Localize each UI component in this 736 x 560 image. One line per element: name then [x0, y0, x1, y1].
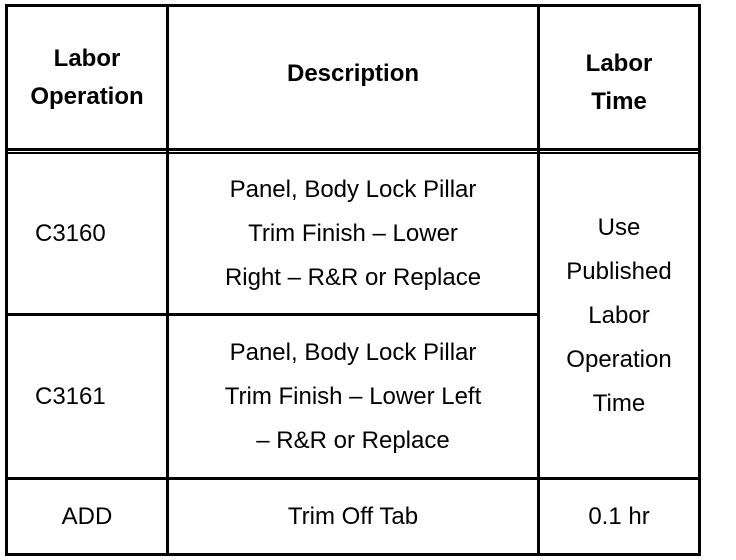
merged-time-line: Labor [588, 301, 650, 329]
merged-time-line: Time [592, 389, 646, 417]
table-border-right [698, 4, 701, 556]
description-line: – R&R or Replace [256, 426, 450, 454]
operation-code: ADD [61, 502, 113, 530]
table-row-3-time [540, 480, 698, 553]
labor-table [5, 4, 701, 556]
description-line: Right – R&R or Replace [224, 263, 482, 291]
description-line: Trim Finish – Lower Left [224, 382, 482, 410]
header-labor-operation [8, 7, 166, 148]
operation-code: C3161 [35, 382, 106, 410]
merged-time-line: Published [566, 257, 672, 285]
description-line: Panel, Body Lock Pillar [229, 338, 477, 366]
table-border-bottom [5, 553, 701, 556]
merged-time-line: Operation [566, 345, 672, 373]
description-line: Trim Finish – Lower [248, 219, 458, 247]
merged-time-line: Use [597, 213, 641, 241]
merged-labor-time [540, 154, 698, 477]
operation-code: C3160 [35, 219, 106, 247]
table-row-1-operation [35, 154, 166, 313]
table-row-1-description [169, 154, 537, 313]
header-labor-time [540, 7, 698, 158]
labor-time-value: 0.1 hr [588, 502, 650, 530]
description-line: Trim Off Tab [287, 502, 419, 530]
header-labor-time-line2: Time [591, 87, 647, 115]
table-row-3-operation [8, 480, 166, 553]
header-description-label: Description [286, 60, 420, 87]
description-line: Panel, Body Lock Pillar [229, 175, 477, 203]
header-labor-operation-line1: Labor [53, 44, 121, 72]
header-description [169, 7, 537, 141]
table-row-2-operation [35, 316, 166, 477]
header-labor-operation-line2: Operation [30, 82, 144, 110]
header-labor-time-line1: Labor [585, 49, 653, 77]
table-row-2-description [169, 316, 537, 477]
table-row-3-description [169, 480, 537, 553]
